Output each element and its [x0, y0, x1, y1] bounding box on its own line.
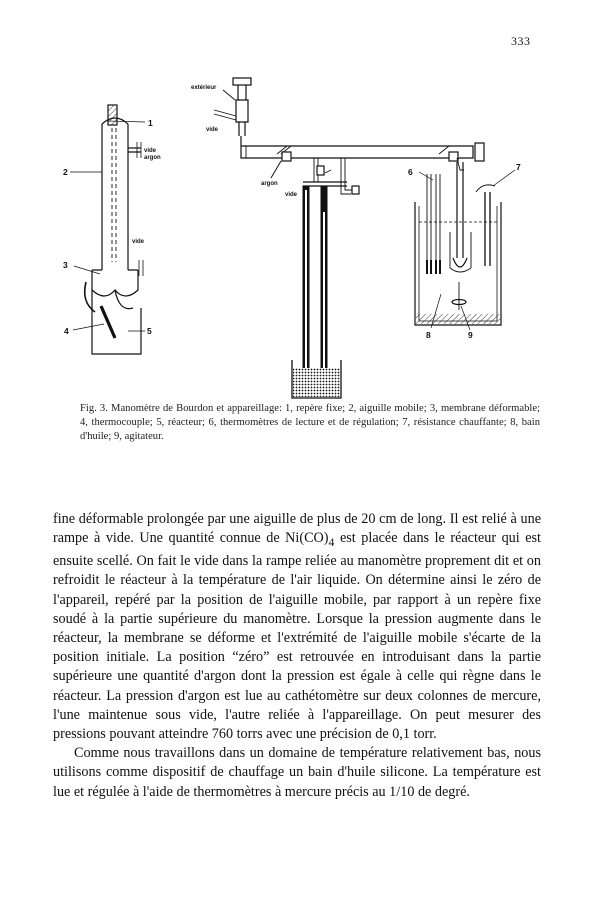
- label-5: 5: [147, 326, 152, 336]
- label-vide-left: vide: [144, 148, 157, 154]
- label-vide-top: vide: [206, 127, 219, 133]
- paragraph-1-after: est placée dans le réacteur qui est ensuite scellé. On fait le vide dans la rampe reliée au manomètre proprement dit et on refroidit le réacteur à la température de l'air liquide. On détermine ainsi le zéro de l'appareil, repéré par la position de l'aiguille mobile, par rapport à un repère fixe soudé à la partie supérieure du manomètre. Lorsque la pression augmente dans le réacteur, la membrane se déforme et l'extrémité de l'aiguille mobile s'écarte de la position initiale. La position “zéro” est retrouvée en introduisant dans la partie supérieure une quantité d'argon dont la pression est égale à celle qui règne dans le réacteur. La pression d'argon est lue au cathétomètre sur deux colonnes de mercure, l'une maintenue sous vide, l'autre reliée à l'appareillage. On peut mesurer des pressions pouvant atteindre 760 torrs avec une précision de 0,1 torr.: [53, 530, 542, 743]
- bourdon-manometer: [70, 105, 145, 354]
- paragraph-1-before: fine déformable prolongée par une aiguille de plus de 20 cm de long. Il est relié à une rampe à vide. Une quantité connue de Ni(CO): [53, 511, 541, 547]
- reactor-bath: [415, 162, 515, 330]
- label-2: 2: [63, 167, 68, 177]
- nico-subscript: 4: [328, 535, 335, 550]
- apparatus-drawing: [55, 62, 545, 404]
- fixed-mark-hatched: [108, 105, 117, 125]
- label-3: 3: [63, 260, 68, 270]
- label-argon-bottom: argon: [261, 181, 278, 187]
- label-vide-mid: vide: [132, 239, 145, 245]
- label-4: 4: [64, 326, 69, 336]
- mercury-reservoir: [293, 368, 340, 397]
- vacuum-line: [214, 78, 484, 194]
- mercury-columns: [292, 186, 341, 398]
- label-vide-bottom: vide: [285, 192, 298, 198]
- label-6: 6: [408, 167, 413, 177]
- apparatus-figure: [55, 62, 545, 404]
- figure-caption: Fig. 3. Manomètre de Bourdon et appareillage: 1, repère fixe; 2, aiguille mobile; 3, membrane déformable; 4, thermocouple; 5, réacteur; 6, thermomètres de lecture et de régulation; 7, résistance chauffante; 8, bain d'huile; 9, agitateur.: [80, 403, 540, 443]
- label-argon-left: argon: [144, 155, 161, 161]
- label-7: 7: [516, 162, 521, 172]
- label-8: 8: [426, 330, 431, 340]
- page-number: 333: [511, 34, 531, 48]
- label-9: 9: [468, 330, 473, 340]
- paragraph-1: [53, 510, 541, 744]
- label-1: 1: [148, 118, 153, 128]
- label-exterieur: extérieur: [191, 85, 217, 91]
- body-text: [53, 510, 541, 802]
- paragraph-2: Comme nous travaillons dans un domaine de température relativement bas, nous utilisons comme dispositif de chauffage un bain d'huile silicone. La température est lue et régulée à l'aide de thermomètres à mercure précis au 1/10 de degré.: [53, 745, 541, 800]
